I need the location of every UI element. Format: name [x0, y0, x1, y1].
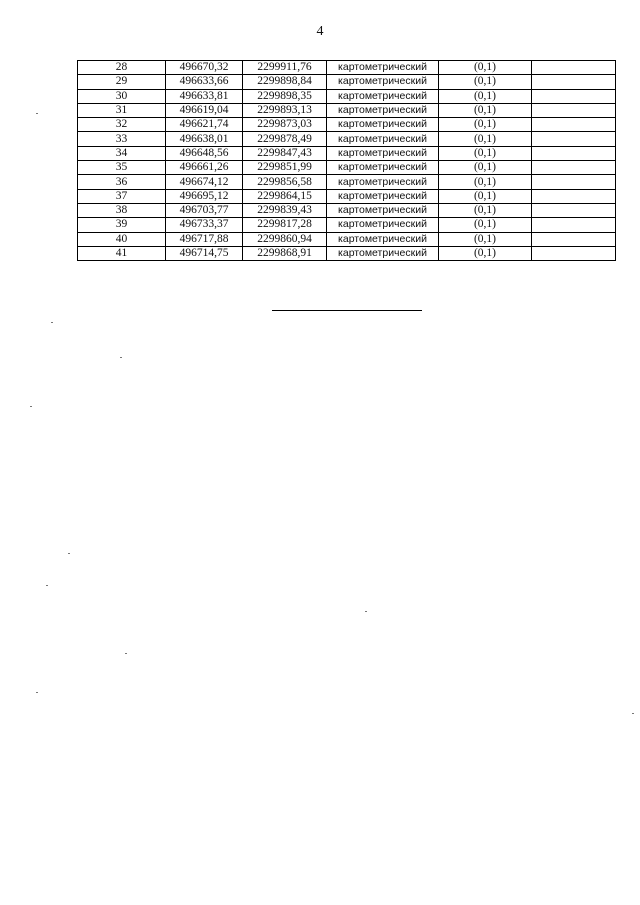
table-row [78, 203, 616, 217]
point-number-cell: 38 [78, 203, 166, 217]
method-cell: картометрический [327, 61, 439, 75]
table-row [78, 161, 616, 175]
x-coordinate-cell: 496717,88 [166, 232, 243, 246]
table-row [78, 132, 616, 146]
scan-speck [120, 357, 122, 358]
note-cell [532, 61, 616, 75]
note-cell [532, 89, 616, 103]
note-cell [532, 146, 616, 160]
x-coordinate-cell: 496638,01 [166, 132, 243, 146]
x-coordinate-cell: 496661,26 [166, 161, 243, 175]
point-number-cell: 34 [78, 146, 166, 160]
note-cell [532, 246, 616, 260]
x-coordinate-cell: 496648,56 [166, 146, 243, 160]
x-coordinate-cell: 496670,32 [166, 61, 243, 75]
note-cell [532, 75, 616, 89]
point-number-cell: 37 [78, 189, 166, 203]
x-coordinate-cell: 496714,75 [166, 246, 243, 260]
x-coordinate-cell: 496633,81 [166, 89, 243, 103]
accuracy-cell: (0,1) [439, 89, 532, 103]
method-cell: картометрический [327, 189, 439, 203]
table-row [78, 89, 616, 103]
point-number-cell: 40 [78, 232, 166, 246]
x-coordinate-cell: 496695,12 [166, 189, 243, 203]
scan-speck [36, 692, 38, 693]
scan-speck [51, 322, 53, 323]
coordinates-table-body [78, 61, 616, 261]
x-coordinate-cell: 496703,77 [166, 203, 243, 217]
point-number-cell: 28 [78, 61, 166, 75]
note-cell [532, 218, 616, 232]
table-row [78, 118, 616, 132]
x-coordinate-cell: 496674,12 [166, 175, 243, 189]
table-row [78, 232, 616, 246]
note-cell [532, 132, 616, 146]
point-number-cell: 29 [78, 75, 166, 89]
method-cell: картометрический [327, 146, 439, 160]
accuracy-cell: (0,1) [439, 75, 532, 89]
point-number-cell: 30 [78, 89, 166, 103]
scan-speck [36, 113, 38, 114]
point-number-cell: 32 [78, 118, 166, 132]
accuracy-cell: (0,1) [439, 132, 532, 146]
method-cell: картометрический [327, 75, 439, 89]
y-coordinate-cell: 2299839,43 [243, 203, 327, 217]
y-coordinate-cell: 2299878,49 [243, 132, 327, 146]
table-row [78, 146, 616, 160]
table-row [78, 175, 616, 189]
note-cell [532, 118, 616, 132]
y-coordinate-cell: 2299911,76 [243, 61, 327, 75]
scan-speck [632, 713, 634, 714]
method-cell: картометрический [327, 132, 439, 146]
scan-speck [30, 406, 32, 407]
table-row [78, 103, 616, 117]
y-coordinate-cell: 2299851,99 [243, 161, 327, 175]
accuracy-cell: (0,1) [439, 189, 532, 203]
method-cell: картометрический [327, 118, 439, 132]
accuracy-cell: (0,1) [439, 146, 532, 160]
method-cell: картометрический [327, 246, 439, 260]
note-cell [532, 161, 616, 175]
point-number-cell: 36 [78, 175, 166, 189]
y-coordinate-cell: 2299868,91 [243, 246, 327, 260]
y-coordinate-cell: 2299817,28 [243, 218, 327, 232]
x-coordinate-cell: 496733,37 [166, 218, 243, 232]
y-coordinate-cell: 2299856,58 [243, 175, 327, 189]
note-cell [532, 232, 616, 246]
scan-speck [365, 611, 367, 612]
method-cell: картометрический [327, 89, 439, 103]
point-number-cell: 33 [78, 132, 166, 146]
scan-speck [68, 553, 70, 554]
y-coordinate-cell: 2299847,43 [243, 146, 327, 160]
coordinates-table [77, 60, 616, 261]
point-number-cell: 41 [78, 246, 166, 260]
x-coordinate-cell: 496619,04 [166, 103, 243, 117]
note-cell [532, 189, 616, 203]
accuracy-cell: (0,1) [439, 232, 532, 246]
end-of-document-rule [272, 310, 422, 311]
scan-speck [125, 653, 127, 654]
accuracy-cell: (0,1) [439, 175, 532, 189]
note-cell [532, 103, 616, 117]
x-coordinate-cell: 496633,66 [166, 75, 243, 89]
y-coordinate-cell: 2299893,13 [243, 103, 327, 117]
table-row [78, 61, 616, 75]
y-coordinate-cell: 2299873,03 [243, 118, 327, 132]
note-cell [532, 175, 616, 189]
accuracy-cell: (0,1) [439, 103, 532, 117]
table-row [78, 218, 616, 232]
accuracy-cell: (0,1) [439, 246, 532, 260]
method-cell: картометрический [327, 175, 439, 189]
x-coordinate-cell: 496621,74 [166, 118, 243, 132]
point-number-cell: 35 [78, 161, 166, 175]
accuracy-cell: (0,1) [439, 203, 532, 217]
point-number-cell: 39 [78, 218, 166, 232]
method-cell: картометрический [327, 103, 439, 117]
accuracy-cell: (0,1) [439, 61, 532, 75]
accuracy-cell: (0,1) [439, 161, 532, 175]
table-row [78, 75, 616, 89]
table-row [78, 246, 616, 260]
scan-speck [46, 585, 48, 586]
y-coordinate-cell: 2299898,35 [243, 89, 327, 103]
y-coordinate-cell: 2299898,84 [243, 75, 327, 89]
note-cell [532, 203, 616, 217]
accuracy-cell: (0,1) [439, 218, 532, 232]
page-number: 4 [316, 24, 324, 39]
y-coordinate-cell: 2299864,15 [243, 189, 327, 203]
point-number-cell: 31 [78, 103, 166, 117]
method-cell: картометрический [327, 218, 439, 232]
accuracy-cell: (0,1) [439, 118, 532, 132]
method-cell: картометрический [327, 161, 439, 175]
table-row [78, 189, 616, 203]
method-cell: картометрический [327, 232, 439, 246]
method-cell: картометрический [327, 203, 439, 217]
y-coordinate-cell: 2299860,94 [243, 232, 327, 246]
